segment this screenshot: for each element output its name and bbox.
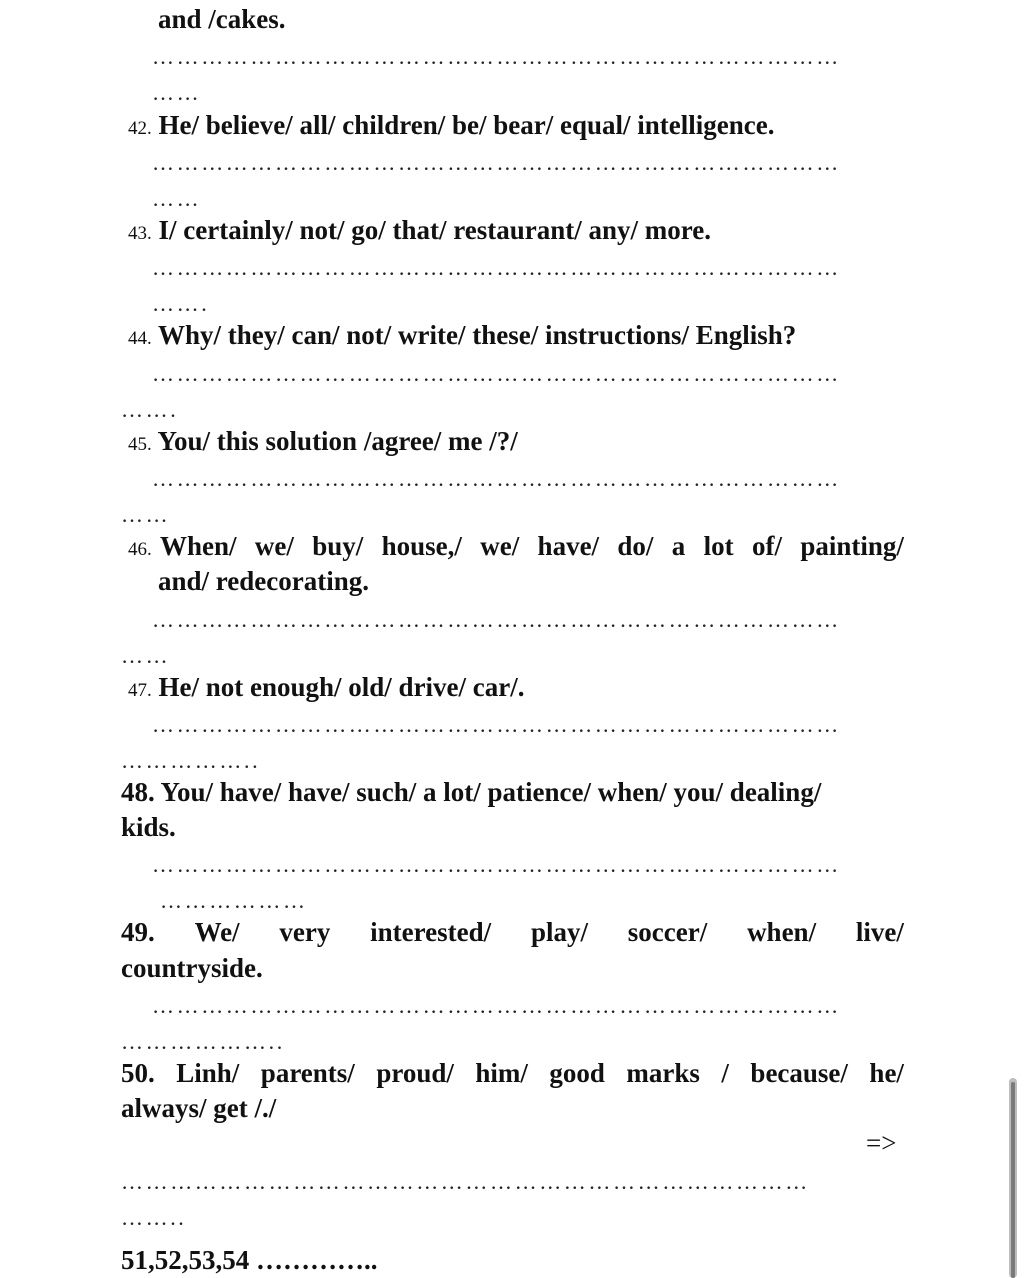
question-number: 43. [128,223,152,244]
answer-line: ………………………………………………………………………… [152,468,841,490]
answer-line-end: ……. [121,399,179,421]
question-42 [128,112,774,139]
question-number: 44. [128,328,152,349]
word: we/ [480,531,520,561]
word: house,/ [381,531,462,561]
question-50-line1 [121,1060,904,1087]
word: painting/ [800,531,904,561]
answer-line-end: …… [121,645,171,667]
answer-line: ………………………………………………………………………… [152,609,841,631]
word: proud/ [376,1058,454,1088]
word: good [549,1058,605,1088]
word: When/ [160,531,237,561]
answer-line: ………………………………………………………………………… [152,152,841,174]
answer-line-end: …………….. [121,750,261,772]
question-43 [128,217,711,244]
question-47 [128,674,525,701]
word: buy/ [312,531,364,561]
word: live/ [855,917,904,947]
word: because/ [750,1058,848,1088]
question-number: 42. [128,118,152,139]
question-46-line1 [160,533,904,560]
word: play/ [530,917,588,947]
answer-line-end: ……………….. [121,1031,285,1053]
word: We/ [194,917,240,947]
question-49-line1 [121,919,904,946]
word: a [671,531,686,561]
question-text: You/ this solution /agree/ me /?/ [157,426,518,456]
question-50-line2: always/ get /./ [121,1093,277,1123]
word: him/ [475,1058,528,1088]
answer-line: ………………………………………………………………………… [152,257,841,279]
answer-line: ………………………………………………………………………… [152,854,841,876]
question-text: He/ believe/ all/ children/ be/ bear/ equal/ intelligence. [158,110,775,140]
answer-line: ………………………………………………………………………… [121,1171,810,1193]
answer-line: ………………………………………………………………………… [152,363,841,385]
prev-question-end: and /cakes. [158,4,286,34]
question-45 [128,428,518,455]
question-number: 50. [121,1058,155,1088]
word: / [721,1058,729,1088]
question-48-line1: 48. You/ have/ have/ such/ a lot/ patience/ when/ you/ dealing/ [121,777,822,807]
arrow: => [866,1128,897,1158]
answer-line-end: …….. [121,1207,187,1229]
question-46-line2: and/ redecorating. [158,566,369,596]
answer-line-end: …… [152,188,202,210]
word: he/ [869,1058,904,1088]
word: do/ [617,531,654,561]
scrollbar-thumb[interactable] [1011,1082,1015,1278]
question-49-line2: countryside. [121,953,263,983]
question-number: 45. [128,434,152,455]
question-number: 49. [121,917,155,947]
word: we/ [254,531,294,561]
word: lot [703,531,734,561]
question-48-line2: kids. [121,812,176,842]
word: interested/ [370,917,492,947]
answer-line: ………………………………………………………………………… [152,714,841,736]
word: very [279,917,331,947]
footer-questions: 51,52,53,54 ………….. [121,1245,378,1275]
question-text: Why/ they/ can/ not/ write/ these/ instructions/ English? [158,320,797,350]
word: when/ [747,917,817,947]
question-text: I/ certainly/ not/ go/ that/ restaurant/ any/ more. [158,215,711,245]
word: marks [626,1058,700,1088]
word: of/ [751,531,782,561]
word: soccer/ [627,917,708,947]
answer-line-end: ……………… [160,890,308,912]
word: have/ [537,531,600,561]
answer-line-end: …… [121,504,171,526]
question-44 [128,322,796,349]
answer-line: ………………………………………………………………………… [152,995,841,1017]
word: Linh/ [176,1058,240,1088]
question-46-number [128,533,152,560]
answer-line: ………………………………………………………………………… [152,46,841,68]
question-number: 46. [128,539,152,560]
answer-line-end: …… [152,82,202,104]
word: parents/ [260,1058,355,1088]
question-number: 47. [128,680,152,701]
question-text: He/ not enough/ old/ drive/ car/. [158,672,525,702]
answer-line-end: ……. [152,293,210,315]
